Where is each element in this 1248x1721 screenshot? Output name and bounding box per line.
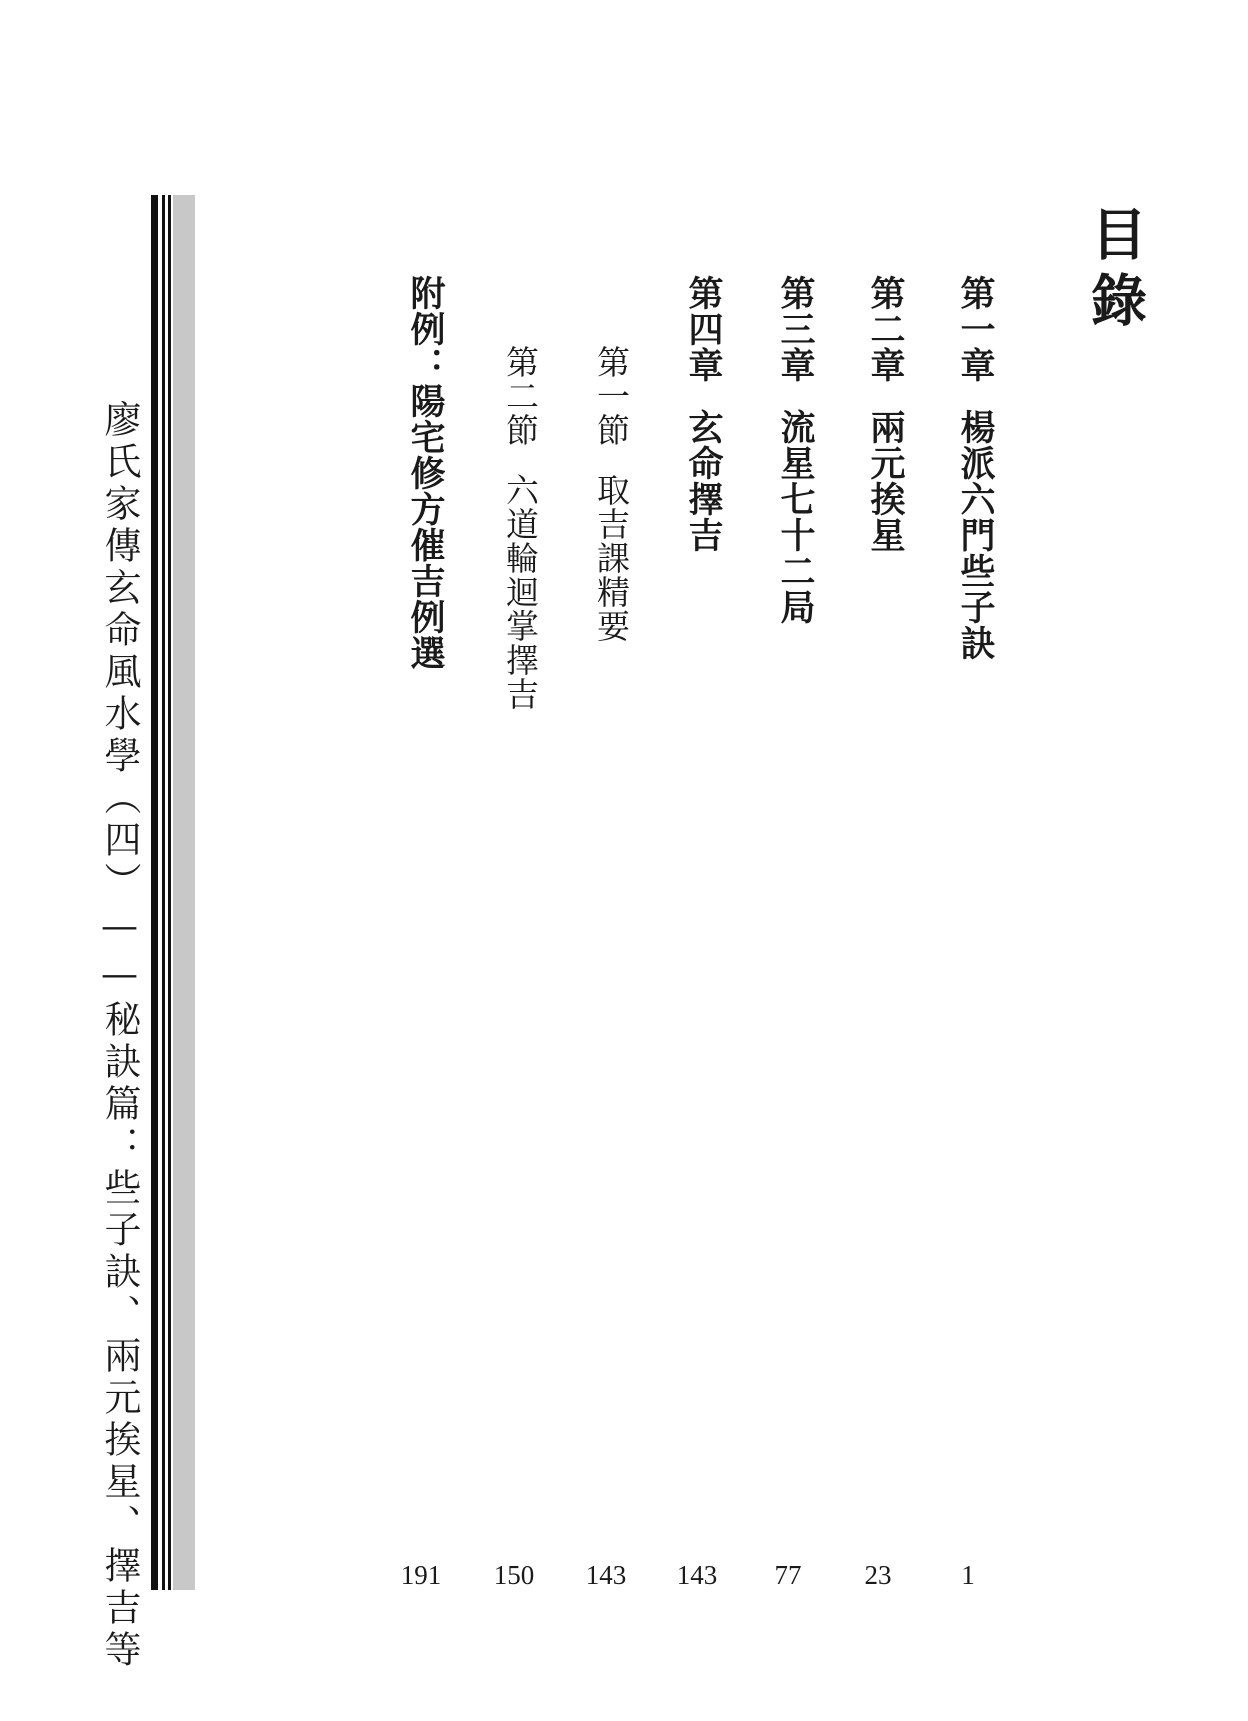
page-title: 目錄 [1082,205,1148,337]
spine-rule-gray [173,195,195,1590]
toc-entry-text: 玄命擇吉 [683,409,723,553]
toc-entry-label: 第四章 [683,275,723,383]
toc-entry-chapter-3[interactable] [770,275,820,625]
toc-entry-label: 第三章 [775,275,815,383]
toc-entry-text: 取吉課精要 [592,473,631,643]
page-number: 150 [493,1560,535,1590]
toc-entry-text: 六道輪迴掌擇吉 [501,473,540,711]
toc-entry-label: 第一章 [955,275,995,383]
page-number: 143 [585,1560,627,1590]
toc-entry-label: 第二節 [501,345,540,447]
spine-rule-thin [168,195,171,1590]
spine-rule-thin [162,195,165,1590]
toc-entry-appendix[interactable] [400,275,450,671]
toc-entry-section-2[interactable] [497,345,544,711]
toc-entry-text: 陽宅修方催吉例選 [405,383,445,671]
page-number: 191 [400,1560,442,1590]
toc-entry-label: 第一節 [592,345,631,447]
spine-rule-thick [151,195,158,1590]
page-number: 77 [774,1560,802,1590]
toc-entry-text: 兩元挨星 [865,409,905,553]
toc-entry-chapter-2[interactable] [860,275,910,553]
toc-entry-text: 楊派六門些子訣 [955,409,995,661]
page-number: 143 [676,1560,718,1590]
book-title: 廖氏家傳玄命風水學（四）——秘訣篇：些子訣、兩元挨星、擇吉等 [98,400,141,1672]
toc-entry-label: 附例： [405,275,445,383]
page-number: 1 [961,1560,975,1590]
page-number: 23 [864,1560,892,1590]
toc-entry-label: 第二章 [865,275,905,383]
toc-entry-section-1[interactable] [588,345,635,643]
toc-entry-chapter-1[interactable] [950,275,1000,661]
toc-entry-text: 流星七十二局 [775,409,815,625]
toc-entry-chapter-4[interactable] [678,275,728,553]
